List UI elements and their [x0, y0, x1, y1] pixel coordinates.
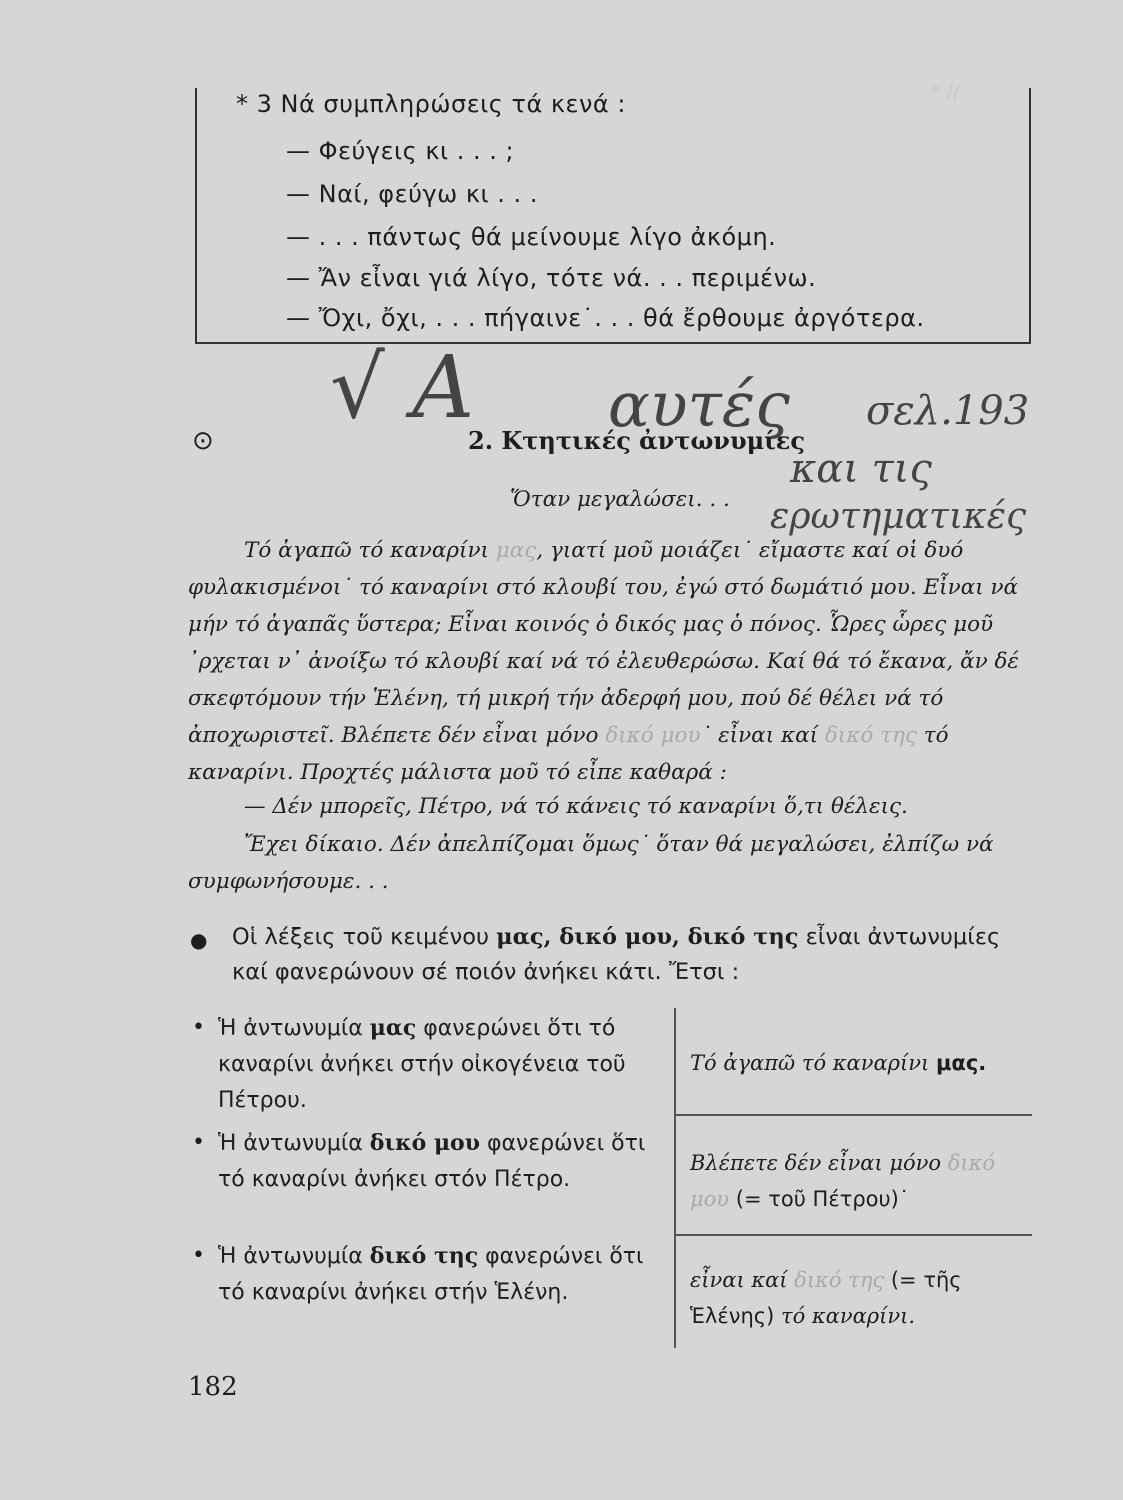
passage-quote: — Δέν μπορεῖς, Πέτρο, νά τό κάνεις τό καναρίνι ὅ,τι θέλεις.	[244, 794, 908, 819]
passage-paragraph: Τό ἀγαπῶ τό καναρίνι μας, γιατί μοῦ μοιάζει˙ εἴμαστε καί οἱ δυό φυλακισμένοι˙ τό καναρίνι στό κλουβί του, ἐγώ στό δωμάτιό μου. Εἶναι νά μήν τό ἀγαπᾶς ὕστερα; Εἶναι κοινός ὁ δικός μας ὁ πόνος. Ὧρες ὧρες μοῦ ᾽ρχεται ν᾽ ἀνοίξω τό κλουβί καί νά τό ἐλευθερώσω. Καί θά τό ἔκανα, ἄν δέ σκεφτόμουν τήν Ἑλένη, τή μικρή τήν ἀδερφή μου, πού δέ θέλει νά τό ἀποχωριστεῖ. Βλέπετε δέν εἶναι μόνο δικό μου˙ εἶναι καί δικό της τό καναρίνι. Προχτές μάλιστα μοῦ τό εἶπε καθαρά :	[188, 538, 1019, 785]
faded-word: δικό μου	[605, 723, 701, 748]
exercise-line: — Ναί, φεύγω κι . . .	[286, 180, 538, 208]
passage-paragraph: Ἔχει δίκαιο. Δέν ἀπελπίζομαι ὅμως˙ ὅταν θά μεγαλώσει, ἐλπίζω νά συμφωνήσουμε. . .	[188, 832, 994, 894]
exercise-title: * 3 Νά συμπληρώσεις τά κενά :	[236, 90, 626, 118]
bleed-through: * //	[930, 80, 960, 104]
handwritten-note: και τις	[790, 446, 932, 492]
faded-word: μας	[495, 538, 537, 563]
handwritten-checkmark: √ A	[330, 338, 475, 438]
handwritten-note: αυτές	[608, 368, 790, 441]
table-row-divider	[674, 1234, 1032, 1236]
handwritten-note: ερωτηματικές	[770, 496, 1027, 537]
table-row-divider	[674, 1114, 1032, 1116]
list-item: • Ἡ ἀντωνυμία μας φανερώνει ὅτι τό καναρίνι ἀνήκει στήν οἰκογένεια τοῦ Πέτρου.	[192, 1015, 626, 1113]
faded-word: δικό της	[824, 723, 917, 748]
exercise-line: — Φεύγεις κι . . . ;	[286, 137, 515, 165]
section-symbol: ⊙	[192, 426, 214, 456]
explanation-paragraph: Οἱ λέξεις τοῦ κειμένου μας, δικό μου, δικό της εἶναι ἀντωνυμίες καί φανερώνουν σέ ποιόν ἀνήκει κάτι. Ἔτσι :	[232, 924, 1001, 985]
page-number: 182	[188, 1372, 238, 1402]
exercise-line: — Ὄχι, ὄχι, . . . πήγαινε˙. . . θά ἔρθουμε ἀργότερα.	[286, 304, 925, 332]
list-item: • Ἡ ἀντωνυμία δικό της φανερώνει ὅτι τό καναρίνι ἀνήκει στήν Ἑλένη.	[192, 1243, 644, 1305]
list-item: • Ἡ ἀντωνυμία δικό μου φανερώνει ὅτι τό καναρίνι ἀνήκει στόν Πέτρο.	[192, 1130, 646, 1192]
exercise-line: — . . . πάντως θά μείνουμε λίγο ἀκόμη.	[286, 223, 777, 251]
section-title: 2. Κτητικές ἀντωνυμίες	[468, 426, 805, 455]
handwritten-note: σελ.193	[866, 388, 1030, 434]
exercise-line: — Ἄν εἶναι γιά λίγο, τότε νά. . . περιμένω.	[286, 264, 817, 292]
table-divider	[674, 1008, 676, 1348]
example-cell: Τό ἀγαπῶ τό καναρίνι μας.	[690, 1051, 987, 1075]
reading-subtitle: Ὅταν μεγαλώσει. . .	[510, 487, 730, 512]
example-cell: εἶναι καί δικό της (= τῆς Ἑλένης) τό καναρίνι.	[690, 1268, 962, 1328]
bullet-icon: ●	[190, 928, 208, 952]
example-cell: Βλέπετε δέν εἶναι μόνο δικό μου (= τοῦ Πέτρου)˙	[690, 1151, 996, 1211]
